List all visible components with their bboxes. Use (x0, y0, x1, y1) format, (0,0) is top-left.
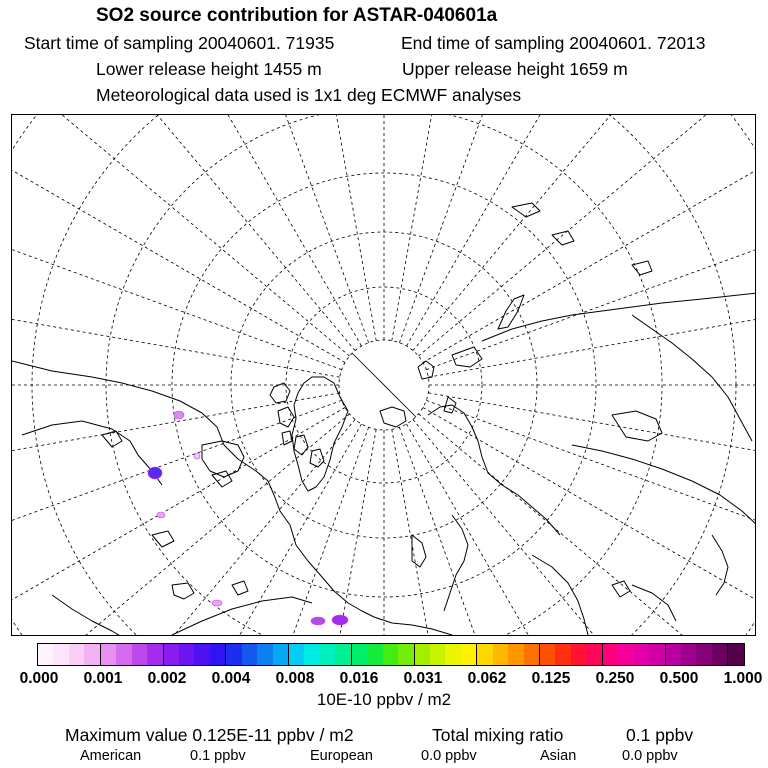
meridian-line (418, 115, 756, 356)
meridian-line (407, 424, 757, 636)
colorbar-segment (132, 644, 147, 665)
upper-height-label: Upper release height 1659 m (402, 59, 628, 79)
coastline (444, 515, 468, 611)
colorbar-segment (618, 644, 633, 665)
colorbar-segment (586, 644, 601, 665)
colorbar-segment (100, 644, 116, 665)
colorbar-segment (38, 644, 53, 665)
max-value-label: Maximum value 0.125E-11 ppbv / m2 (65, 725, 354, 745)
coastline (152, 531, 174, 547)
colorbar-segment (304, 644, 319, 665)
meridian-line (12, 115, 342, 370)
colorbar-segment (461, 644, 476, 665)
coastline (172, 597, 312, 635)
coastline (712, 535, 728, 595)
meridian-line (392, 429, 540, 636)
coastline (172, 583, 194, 599)
meridian-line (228, 115, 376, 341)
end-time-label: End time of sampling 20040601. 72013 (401, 33, 706, 53)
colorbar-tick-label: 0.004 (211, 670, 251, 687)
coastline (278, 407, 294, 427)
plume-patches (148, 411, 348, 625)
start-time-label: Start time of sampling 20040601. 71935 (24, 33, 335, 53)
colorbar-segment (69, 644, 84, 665)
colorbar-segment (367, 644, 382, 665)
colorbar-segment (320, 644, 335, 665)
colorbar-segment (602, 644, 618, 665)
plume-patch (332, 615, 348, 625)
met-data-label: Meteorological data used is 1x1 deg ECMWF analyses (96, 85, 522, 105)
colorbar-segment (414, 644, 430, 665)
meridian-line (12, 115, 350, 356)
meridian-line (392, 115, 540, 341)
meridian-line (12, 115, 362, 346)
colorbar-segment (147, 644, 162, 665)
colorbar-tick-label: 0.000 (19, 670, 59, 687)
coastline (552, 231, 574, 245)
coastline (632, 585, 676, 621)
colorbar-segment (649, 644, 664, 665)
coastline (612, 411, 662, 441)
region-name-european: European (310, 748, 373, 764)
colorbar-segment (696, 644, 711, 665)
map-canvas (12, 115, 756, 636)
coastline (380, 407, 406, 427)
colorbar-tick-label: 0.031 (403, 670, 443, 687)
colorbar-segment (681, 644, 696, 665)
graticule-lines (12, 115, 756, 636)
coastline (310, 449, 324, 467)
meridian-line (413, 419, 756, 636)
colorbar-tick-label: 0.016 (339, 670, 379, 687)
colorbar-tick-label: 0.125 (531, 670, 571, 687)
meridian-line (418, 414, 756, 636)
colorbar-segment (555, 644, 570, 665)
colorbar-segment (712, 644, 727, 665)
coastline (52, 595, 122, 636)
coastline (232, 581, 248, 595)
colorbar-segment (398, 644, 413, 665)
plume-patch (157, 512, 165, 518)
meridian-line (76, 115, 368, 343)
lower-height-label: Lower release height 1455 m (96, 59, 322, 79)
colorbar-segment (194, 644, 209, 665)
coastline (418, 361, 434, 379)
total-mixing-value: 0.1 ppbv (626, 725, 694, 745)
coastline (282, 431, 292, 445)
plume-patch (311, 617, 325, 625)
colorbar-tick-label: 0.008 (275, 670, 315, 687)
region-value-american: 0.1 ppbv (190, 748, 246, 764)
colorbar-unit: 10E-10 ppbv / m2 (316, 690, 452, 709)
meridian-line (399, 115, 691, 343)
meridian-line (423, 115, 756, 363)
coastline (22, 421, 162, 485)
colorbar-segment (430, 644, 445, 665)
colorbar-segment (257, 644, 272, 665)
colorbar-segment (524, 644, 539, 665)
colorbar-segment (571, 644, 586, 665)
colorbar-segment (225, 644, 241, 665)
coastline (452, 347, 482, 367)
colorbar-segment (493, 644, 508, 665)
region-value-asian: 0.0 ppbv (622, 748, 678, 764)
region-name-american: American (80, 748, 142, 764)
colorbar-tick-label: 1.000 (723, 670, 763, 687)
meridian-line (12, 115, 355, 351)
polar-map (11, 114, 756, 636)
colorbar-segment (476, 644, 492, 665)
colorbar-segment (210, 644, 225, 665)
colorbar-segment (383, 644, 398, 665)
coastline (482, 293, 756, 341)
colorbar (37, 643, 745, 666)
plume-patch (148, 467, 162, 479)
colorbar-tick-label: 0.500 (659, 670, 699, 687)
plume-patch (174, 411, 184, 419)
colorbar-segment (163, 644, 179, 665)
colorbar-segment (53, 644, 68, 665)
coastline (270, 383, 290, 403)
meridian-line (426, 115, 756, 370)
colorbar-tick-label: 0.062 (467, 670, 507, 687)
plume-patch (194, 453, 200, 459)
coastline (412, 535, 426, 567)
colorbar-segment (727, 644, 743, 665)
coastline (632, 261, 652, 275)
colorbar-segment (445, 644, 460, 665)
colorbar-segment (116, 644, 131, 665)
meridian-line (407, 115, 757, 346)
plume-patch (212, 600, 222, 606)
colorbar-segment (179, 644, 194, 665)
total-mixing-label: Total mixing ratio (432, 725, 564, 745)
meridian-line (12, 115, 345, 363)
colorbar-segment (351, 644, 367, 665)
coastline (512, 203, 540, 217)
colorbar-segment (634, 644, 649, 665)
page-title: SO2 source contribution for ASTAR-040601a (96, 5, 498, 26)
colorbar-tick-label: 0.250 (595, 670, 635, 687)
meridian-line (76, 427, 368, 636)
colorbar-segment (273, 644, 288, 665)
region-value-european: 0.0 ppbv (421, 748, 477, 764)
colorbar-segment (665, 644, 681, 665)
coastline (294, 435, 308, 455)
coastline (428, 405, 560, 535)
colorbar-segment (84, 644, 99, 665)
colorbar-segment (242, 644, 257, 665)
meridian-line (228, 429, 376, 636)
colorbar-tick-label: 0.001 (83, 670, 123, 687)
colorbar-segment (508, 644, 523, 665)
colorbar-segment (335, 644, 350, 665)
colorbar-segment (539, 644, 555, 665)
colorbar-tick-label: 0.002 (147, 670, 187, 687)
meridian-line (399, 427, 691, 636)
meridian-line (352, 353, 416, 417)
colorbar-segment (288, 644, 304, 665)
region-name-asian: Asian (540, 748, 577, 764)
